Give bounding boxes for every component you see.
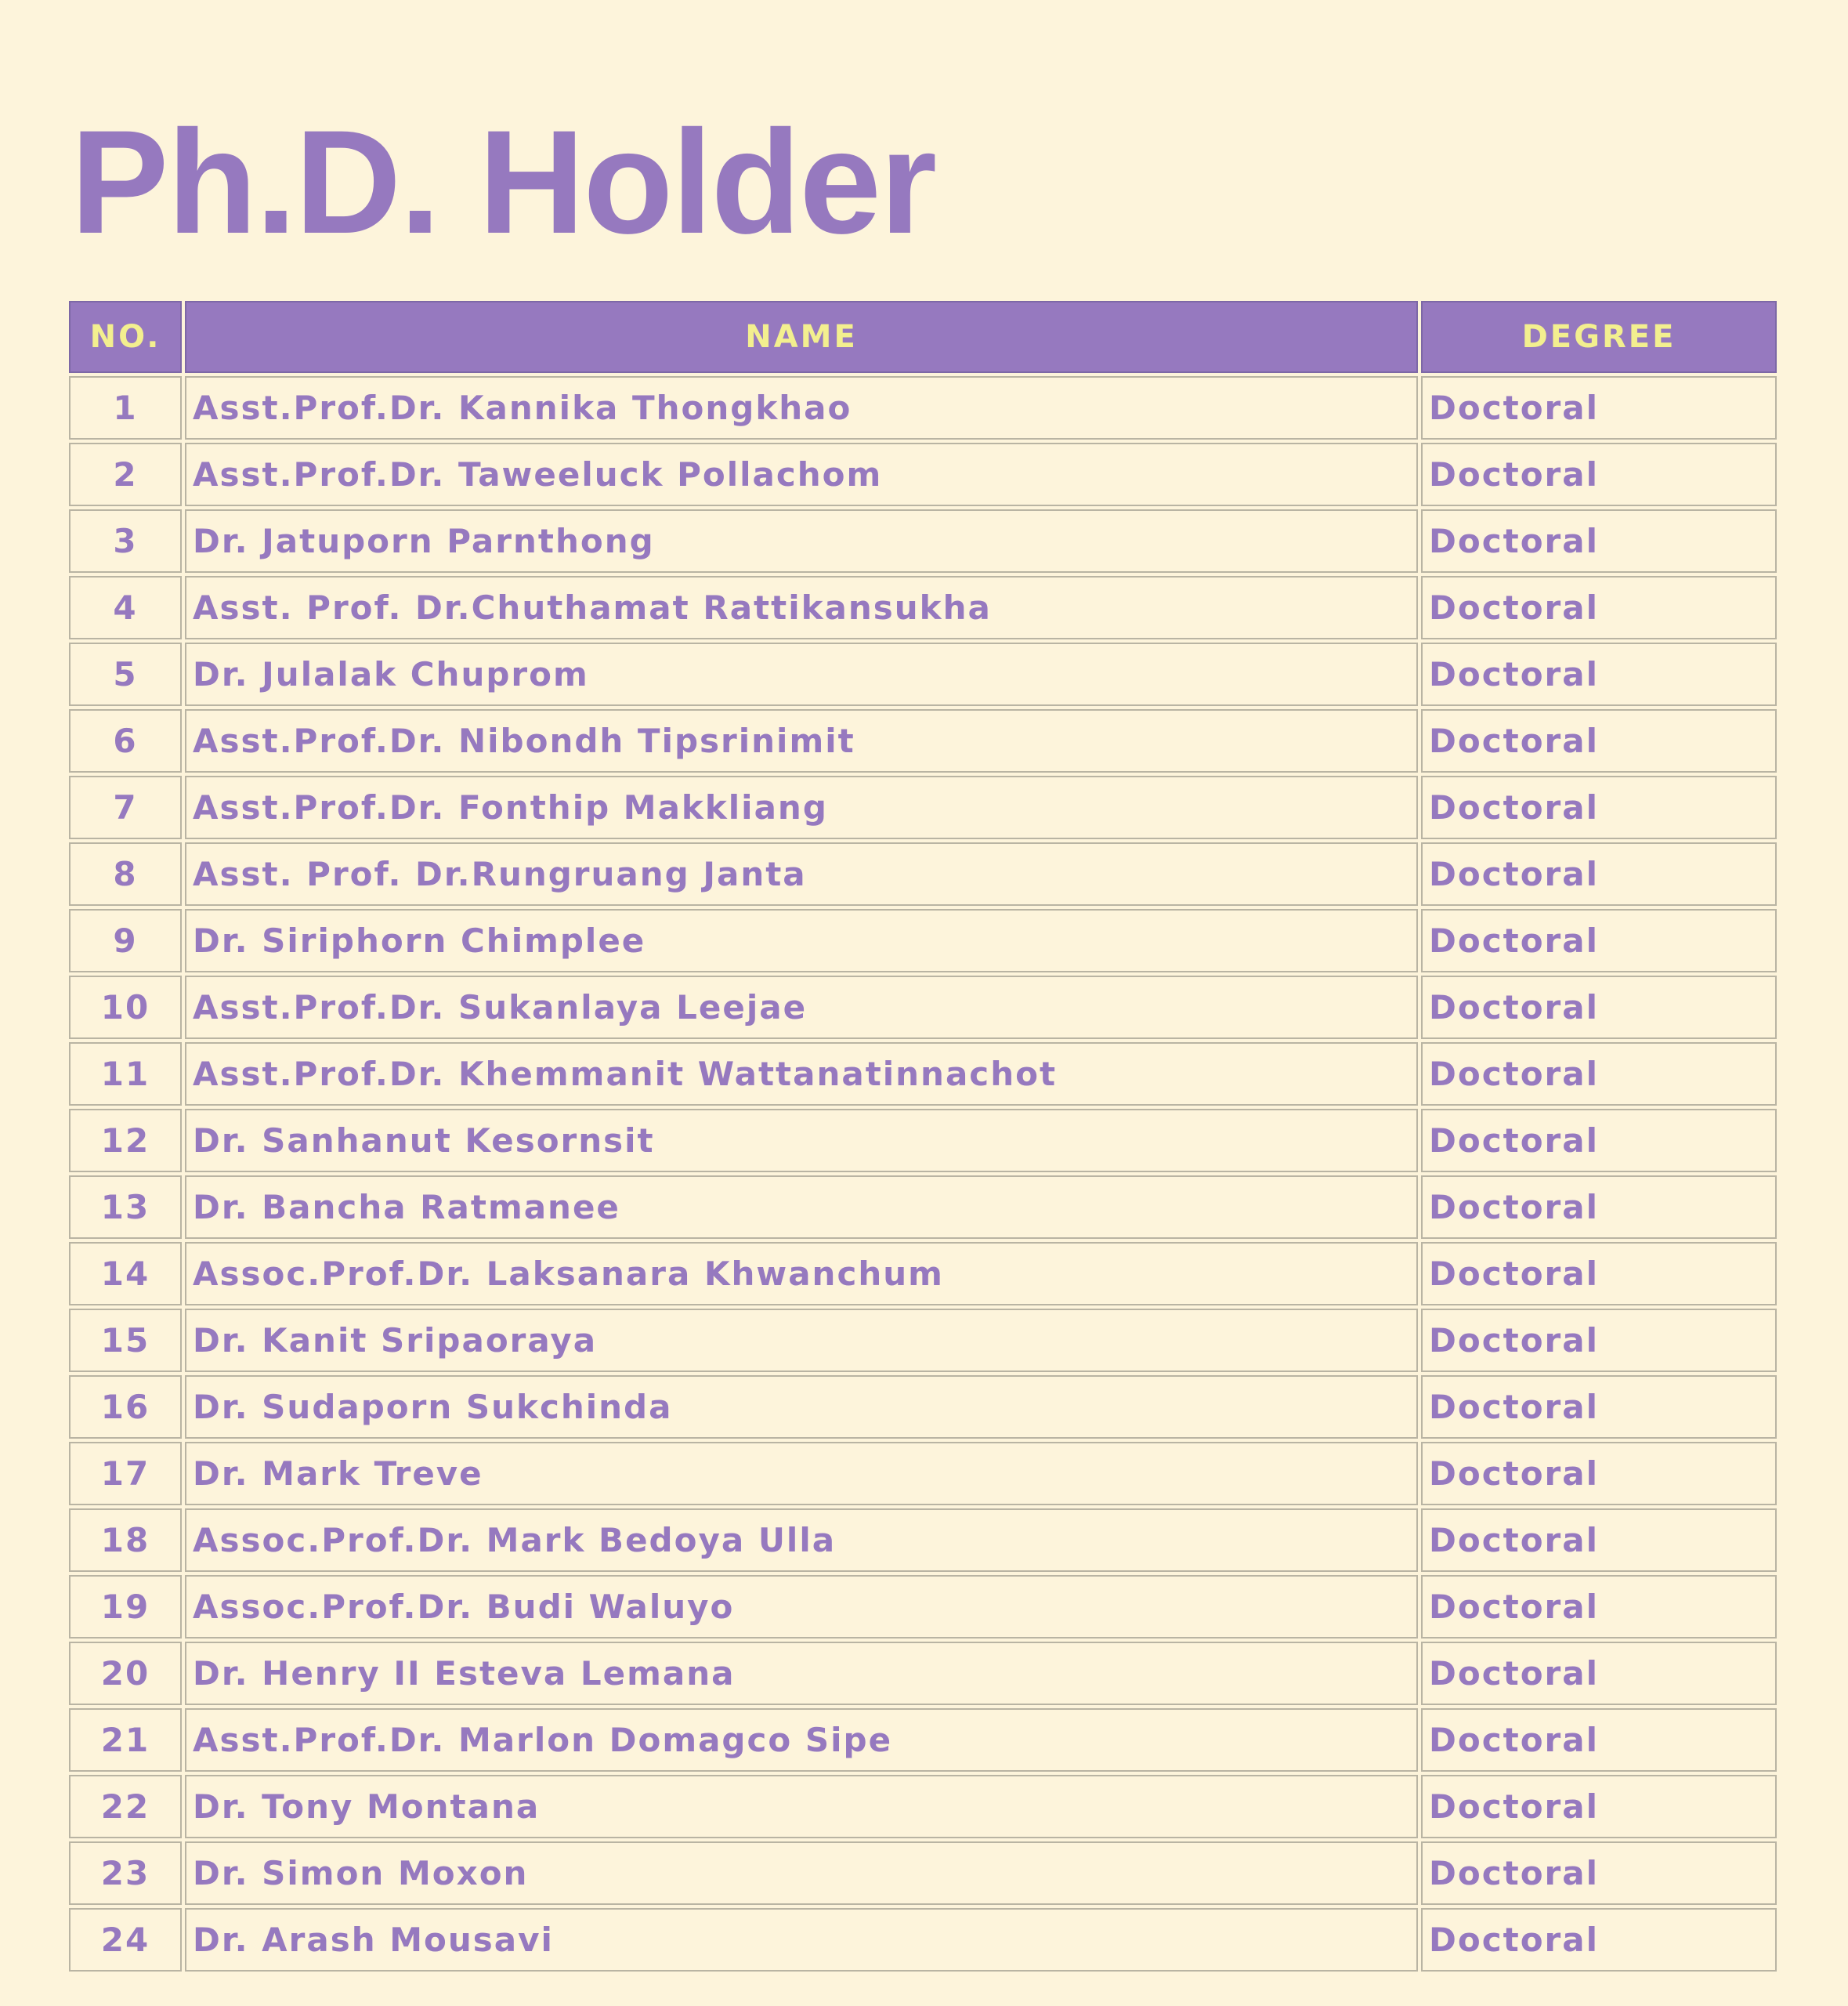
row-number-cell: 12 (69, 1109, 182, 1172)
row-name-cell: Dr. Simon Moxon (185, 1841, 1418, 1905)
table-row (69, 709, 1777, 773)
row-degree-cell: Doctoral (1421, 1309, 1777, 1372)
row-name-cell: Dr. Bancha Ratmanee (185, 1175, 1418, 1239)
table-row (69, 1242, 1777, 1305)
table-header-row (69, 301, 1777, 373)
table-row (69, 1109, 1777, 1172)
row-name-cell: Asst.Prof.Dr. Fonthip Makkliang (185, 776, 1418, 839)
row-number-cell: 15 (69, 1309, 182, 1372)
row-number-cell: 7 (69, 776, 182, 839)
table-row (69, 1841, 1777, 1905)
row-name-cell: Dr. Mark Treve (185, 1442, 1418, 1505)
table-row (69, 509, 1777, 573)
row-name-cell: Dr. Kanit Sripaoraya (185, 1309, 1418, 1372)
row-degree-cell: Doctoral (1421, 1242, 1777, 1305)
table-row (69, 776, 1777, 839)
row-number-cell: 13 (69, 1175, 182, 1239)
row-degree-cell: Doctoral (1421, 976, 1777, 1039)
row-degree-cell: Doctoral (1421, 909, 1777, 972)
header-name: NAME (185, 301, 1418, 373)
row-number-cell: 8 (69, 842, 182, 906)
row-name-cell: Dr. Siriphorn Chimplee (185, 909, 1418, 972)
row-degree-cell: Doctoral (1421, 1775, 1777, 1838)
row-name-cell: Assoc.Prof.Dr. Laksanara Khwanchum (185, 1242, 1418, 1305)
row-degree-cell: Doctoral (1421, 1375, 1777, 1439)
row-name-cell: Dr. Henry II Esteva Lemana (185, 1642, 1418, 1705)
row-name-cell: Dr. Julalak Chuprom (185, 643, 1418, 706)
row-number-cell: 4 (69, 576, 182, 639)
table-row (69, 643, 1777, 706)
table-row (69, 1908, 1777, 1972)
row-number-cell: 21 (69, 1708, 182, 1772)
row-number-cell: 24 (69, 1908, 182, 1972)
row-number-cell: 17 (69, 1442, 182, 1505)
row-name-cell: Dr. Arash Mousavi (185, 1908, 1418, 1972)
row-degree-cell: Doctoral (1421, 1908, 1777, 1972)
row-degree-cell: Doctoral (1421, 776, 1777, 839)
table-row (69, 376, 1777, 440)
row-degree-cell: Doctoral (1421, 443, 1777, 506)
row-degree-cell: Doctoral (1421, 709, 1777, 773)
row-number-cell: 6 (69, 709, 182, 773)
row-name-cell: Asst. Prof. Dr.Chuthamat Rattikansukha (185, 576, 1418, 639)
row-name-cell: Asst. Prof. Dr.Rungruang Janta (185, 842, 1418, 906)
table-row (69, 1575, 1777, 1638)
row-degree-cell: Doctoral (1421, 1442, 1777, 1505)
row-number-cell: 20 (69, 1642, 182, 1705)
table-row (69, 1042, 1777, 1106)
row-degree-cell: Doctoral (1421, 1175, 1777, 1239)
row-number-cell: 11 (69, 1042, 182, 1106)
row-name-cell: Asst.Prof.Dr. Sukanlaya Leejae (185, 976, 1418, 1039)
table-row (69, 1508, 1777, 1572)
row-name-cell: Asst.Prof.Dr. Taweeluck Pollachom (185, 443, 1418, 506)
table-row (69, 909, 1777, 972)
row-number-cell: 14 (69, 1242, 182, 1305)
table-row (69, 443, 1777, 506)
row-number-cell: 1 (69, 376, 182, 440)
row-number-cell: 9 (69, 909, 182, 972)
row-degree-cell: Doctoral (1421, 376, 1777, 440)
header-degree: DEGREE (1421, 301, 1777, 373)
row-number-cell: 2 (69, 443, 182, 506)
table-row (69, 1708, 1777, 1772)
row-number-cell: 22 (69, 1775, 182, 1838)
row-name-cell: Assoc.Prof.Dr. Budi Waluyo (185, 1575, 1418, 1638)
row-name-cell: Asst.Prof.Dr. Kannika Thongkhao (185, 376, 1418, 440)
header-no: NO. (69, 301, 182, 373)
table-row (69, 1442, 1777, 1505)
table-row (69, 576, 1777, 639)
row-number-cell: 3 (69, 509, 182, 573)
row-number-cell: 16 (69, 1375, 182, 1439)
row-degree-cell: Doctoral (1421, 1508, 1777, 1572)
table-row (69, 1642, 1777, 1705)
row-degree-cell: Doctoral (1421, 643, 1777, 706)
row-degree-cell: Doctoral (1421, 1708, 1777, 1772)
table-row (69, 976, 1777, 1039)
table-row (69, 1309, 1777, 1372)
row-number-cell: 18 (69, 1508, 182, 1572)
row-degree-cell: Doctoral (1421, 1042, 1777, 1106)
row-degree-cell: Doctoral (1421, 842, 1777, 906)
row-name-cell: Asst.Prof.Dr. Khemmanit Wattanatinnachot (185, 1042, 1418, 1106)
row-name-cell: Dr. Sudaporn Sukchinda (185, 1375, 1418, 1439)
row-number-cell: 23 (69, 1841, 182, 1905)
row-degree-cell: Doctoral (1421, 1575, 1777, 1638)
row-name-cell: Dr. Sanhanut Kesornsit (185, 1109, 1418, 1172)
row-number-cell: 19 (69, 1575, 182, 1638)
row-name-cell: Dr. Tony Montana (185, 1775, 1418, 1838)
row-degree-cell: Doctoral (1421, 509, 1777, 573)
row-degree-cell: Doctoral (1421, 1841, 1777, 1905)
row-name-cell: Dr. Jatuporn Parnthong (185, 509, 1418, 573)
phd-holder-table (69, 301, 1777, 1975)
row-number-cell: 10 (69, 976, 182, 1039)
row-name-cell: Assoc.Prof.Dr. Mark Bedoya Ulla (185, 1508, 1418, 1572)
row-name-cell: Asst.Prof.Dr. Nibondh Tipsrinimit (185, 709, 1418, 773)
table-body (69, 376, 1777, 1972)
row-degree-cell: Doctoral (1421, 1109, 1777, 1172)
table-row (69, 1375, 1777, 1439)
row-degree-cell: Doctoral (1421, 576, 1777, 639)
table-row (69, 842, 1777, 906)
table-row (69, 1175, 1777, 1239)
row-name-cell: Asst.Prof.Dr. Marlon Domagco Sipe (185, 1708, 1418, 1772)
table-row (69, 1775, 1777, 1838)
row-degree-cell: Doctoral (1421, 1642, 1777, 1705)
row-number-cell: 5 (69, 643, 182, 706)
page-title: Ph.D. Holder (71, 100, 936, 264)
